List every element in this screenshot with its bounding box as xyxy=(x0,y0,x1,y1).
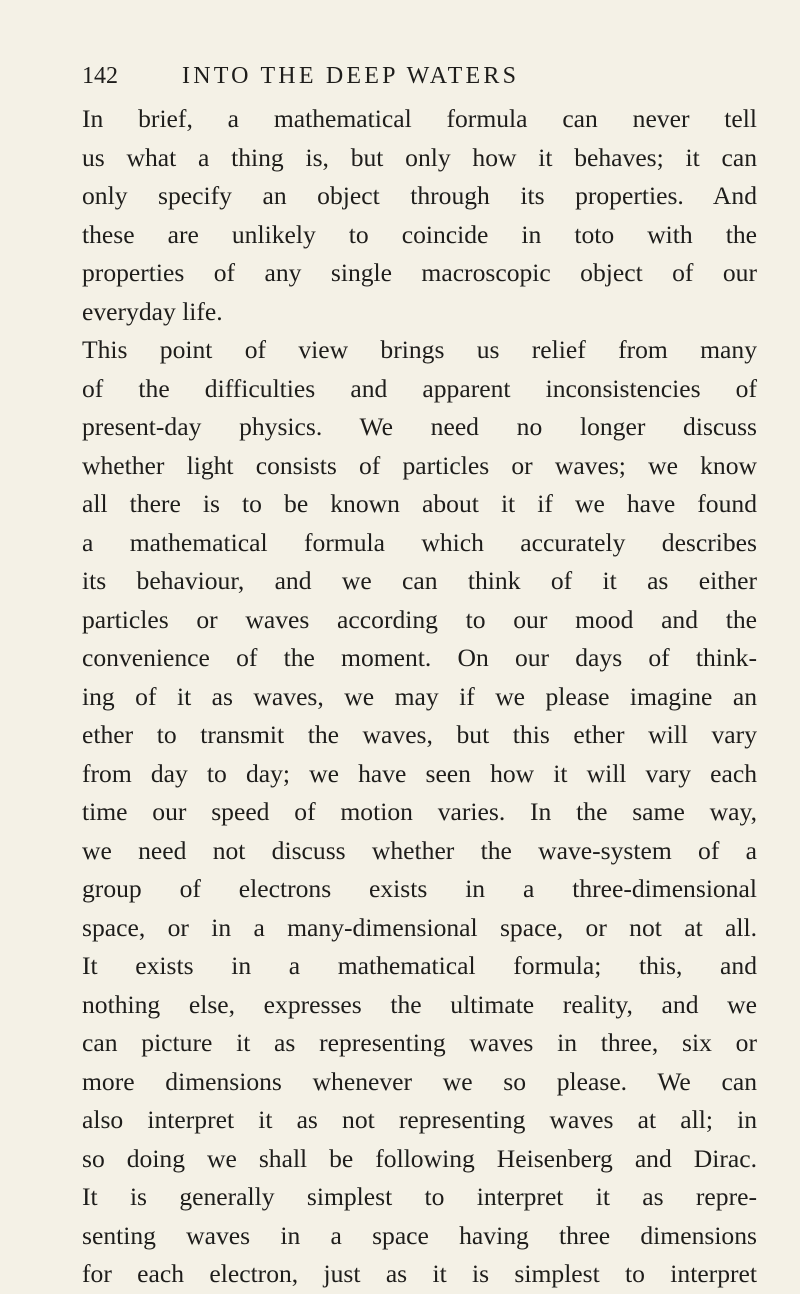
text-line: In brief, a mathematical formula can never tell xyxy=(82,104,757,133)
text-line: can picture it as representing waves in three, six or xyxy=(82,1028,757,1057)
text-line: ether to transmit the waves, but this ether will vary xyxy=(82,720,757,749)
text-line: ing of it as waves, we may if we please imagine an xyxy=(82,681,757,711)
text-line: senting waves in a space having three dimensions xyxy=(82,1220,757,1250)
text-line: more dimensions whenever we so please. We can xyxy=(82,1066,757,1096)
running-head xyxy=(82,56,757,96)
text-line: whether light consists of particles or waves; we know xyxy=(82,450,757,480)
text-line: a mathematical formula which accurately describes xyxy=(82,527,757,557)
page-number: 142 xyxy=(82,63,118,89)
text-line: from day to day; we have seen how it will vary each xyxy=(82,758,757,788)
body-text xyxy=(82,100,757,1294)
text-line: convenience of the moment. On our days of think- xyxy=(82,643,757,672)
text-line: particles or waves according to our mood and the xyxy=(82,604,757,634)
text-line: these are unlikely to coincide in toto with the xyxy=(82,219,757,249)
text-line: also interpret it as not representing waves at all; in xyxy=(82,1105,757,1134)
book-page xyxy=(82,56,757,1294)
text-line: its behaviour, and we can think of it as either xyxy=(82,566,757,595)
text-line: all there is to be known about it if we have found xyxy=(82,489,757,518)
running-title: INTO THE DEEP WATERS xyxy=(182,63,520,89)
text-line: us what a thing is, but only how it behaves; it can xyxy=(82,142,757,172)
text-line: This point of view brings us relief from many xyxy=(82,335,757,364)
text-line: present-day physics. We need no longer discuss xyxy=(82,412,757,441)
text-line: we need not discuss whether the wave-system of a xyxy=(82,835,757,865)
text-line: nothing else, expresses the ultimate reality, and we xyxy=(82,989,757,1019)
text-line: of the difficulties and apparent inconsistencies of xyxy=(82,373,757,403)
text-line: for each electron, just as it is simplest to interpret xyxy=(82,1259,757,1288)
text-line: time our speed of motion varies. In the same way, xyxy=(82,797,757,826)
text-line: group of electrons exists in a three-dimensional xyxy=(82,874,757,903)
text-line: It exists in a mathematical formula; this, and xyxy=(82,951,757,980)
text-line: It is generally simplest to interpret it as repre- xyxy=(82,1182,757,1211)
text-line: only specify an object through its properties. And xyxy=(82,181,757,210)
text-line: so doing we shall be following Heisenberg and Dirac. xyxy=(82,1143,757,1173)
text-line: space, or in a many-dimensional space, or not at all. xyxy=(82,912,757,942)
text-line: everyday life. xyxy=(82,296,223,326)
text-line: properties of any single macroscopic object of our xyxy=(82,258,757,287)
